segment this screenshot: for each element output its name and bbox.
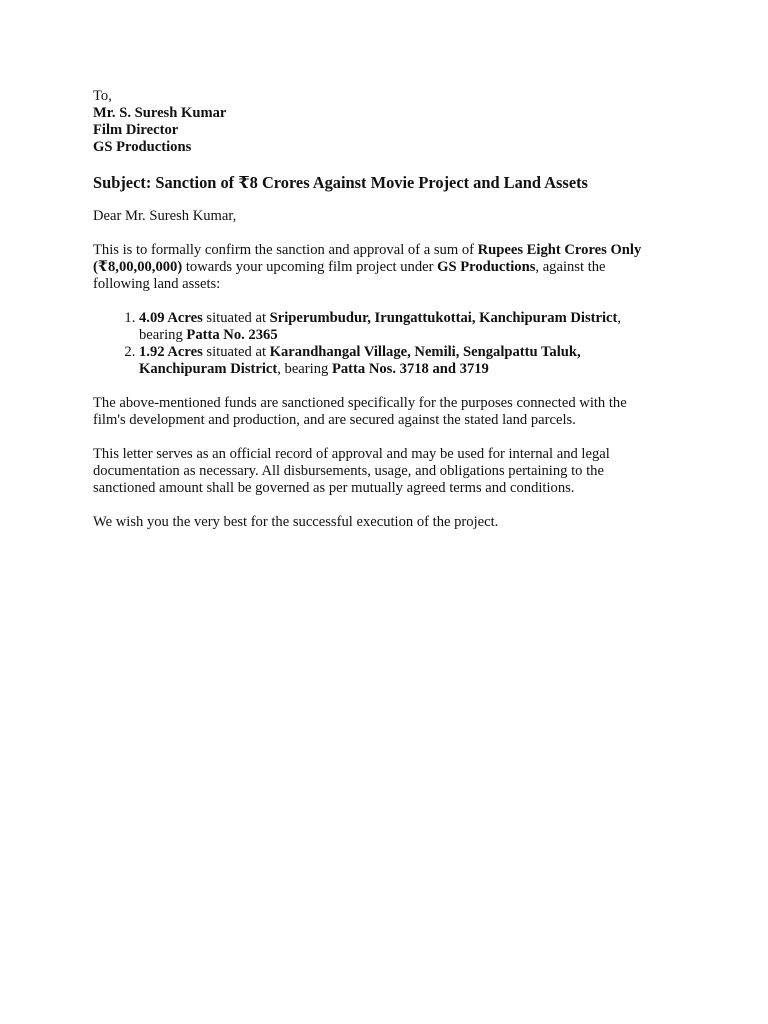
closing-line: We wish you the very best for the successful execution of the project. <box>93 514 499 530</box>
paragraph-line: The above-mentioned funds are sanctioned specifically for the purposes connected with the <box>93 395 627 411</box>
record-paragraph <box>93 446 693 497</box>
paragraph-line: This letter serves as an official record of approval and may be used for internal and legal <box>93 446 610 462</box>
asset-text: situated at <box>202 344 270 360</box>
asset-text: situated at <box>202 310 270 326</box>
intro-text-4: following land assets: <box>93 276 221 292</box>
amount-words: Rupees Eight Crores Only <box>477 242 642 258</box>
salutation: Dear Mr. Suresh Kumar, <box>93 208 237 224</box>
paragraph-line: documentation as necessary. All disbursements, usage, and obligations pertaining to the <box>93 463 604 479</box>
letter-body <box>93 88 693 531</box>
to-label: To, <box>93 88 112 104</box>
list-item <box>139 344 693 378</box>
amount-figures: (₹8,00,00,000) <box>93 259 183 275</box>
land-assets-list <box>93 310 693 378</box>
asset-text: , <box>617 310 622 326</box>
recipient-name: Mr. S. Suresh Kumar <box>93 105 227 121</box>
recipient-title: Film Director <box>93 122 179 138</box>
intro-text-3: , against the <box>535 259 606 275</box>
recipient-company: GS Productions <box>93 139 192 155</box>
asset-text: bearing <box>139 327 187 343</box>
asset-area: 4.09 Acres <box>139 310 203 326</box>
asset-location: Sriperumbudur, Irungattukottai, Kanchipuram District <box>269 310 618 326</box>
asset-location: Kanchipuram District <box>139 361 278 377</box>
intro-text-1: This is to formally confirm the sanction and approval of a sum of <box>93 242 478 258</box>
asset-patta: Patta No. 2365 <box>186 327 278 343</box>
intro-paragraph <box>93 242 693 293</box>
list-item <box>139 310 693 344</box>
asset-location: Karandhangal Village, Nemili, Sengalpattu Taluk, <box>269 344 581 360</box>
intro-text-2: towards your upcoming film project under <box>182 259 438 275</box>
subject-line: Subject: Sanction of ₹8 Crores Against Movie Project and Land Assets <box>93 173 588 192</box>
paragraph-line: sanctioned amount shall be governed as per mutually agreed terms and conditions. <box>93 480 575 496</box>
intro-company: GS Productions <box>437 259 536 275</box>
paragraph-line: film's development and production, and are secured against the stated land parcels. <box>93 412 576 428</box>
recipient-block <box>93 88 693 156</box>
asset-patta: Patta Nos. 3718 and 3719 <box>331 361 489 377</box>
asset-text: , bearing <box>277 361 332 377</box>
asset-area: 1.92 Acres <box>139 344 203 360</box>
funds-paragraph <box>93 395 693 429</box>
